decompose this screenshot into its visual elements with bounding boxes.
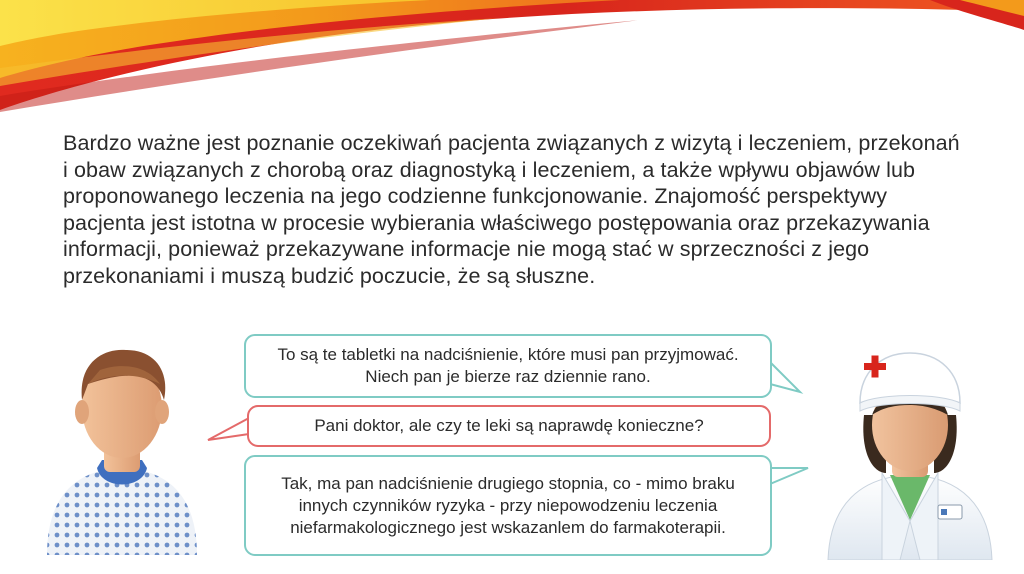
doctor-speech-bubble-2 bbox=[244, 455, 772, 556]
patient-speech-bubble bbox=[247, 405, 771, 447]
doctor-line-2-text: Tak, ma pan nadciśnienie drugiego stopnia, co - mimo braku innych czynników ryzyka - przy niepowodzeniu leczenia niefarmakologicznego jest wskazanlem do farmakoterapii. bbox=[281, 473, 735, 537]
patient-avatar-icon bbox=[42, 340, 202, 555]
doctor-line-1-text: To są te tabletki na nadciśnienie, które musi pan przyjmować. Niech pan je bierze raz dziennie rano. bbox=[277, 345, 739, 386]
nurse-doctor-avatar-icon bbox=[820, 345, 1000, 560]
decorative-banner bbox=[0, 0, 1024, 125]
doctor-speech-bubble-1 bbox=[244, 334, 772, 398]
intro-paragraph: Bardzo ważne jest poznanie oczekiwań pacjenta związanych z wizytą i leczeniem, przekonań i obaw związanych z chorobą oraz diagnostyką i leczeniem, a także wpływu objawów lub proponowanego leczenia na jego codzienne funkcjonowanie. Znajomość perspektywy pacjenta jest istotna w procesie wybierania właściwego postępowania oraz przekazywania informacji, ponieważ przekazywane informacje nie mogą stać w sprzeczności z jego przekonaniami i muszą budzić poczucie, że są słuszne. bbox=[63, 131, 960, 288]
patient-line-text: Pani doktor, ale czy te leki są naprawdę konieczne? bbox=[314, 416, 704, 435]
